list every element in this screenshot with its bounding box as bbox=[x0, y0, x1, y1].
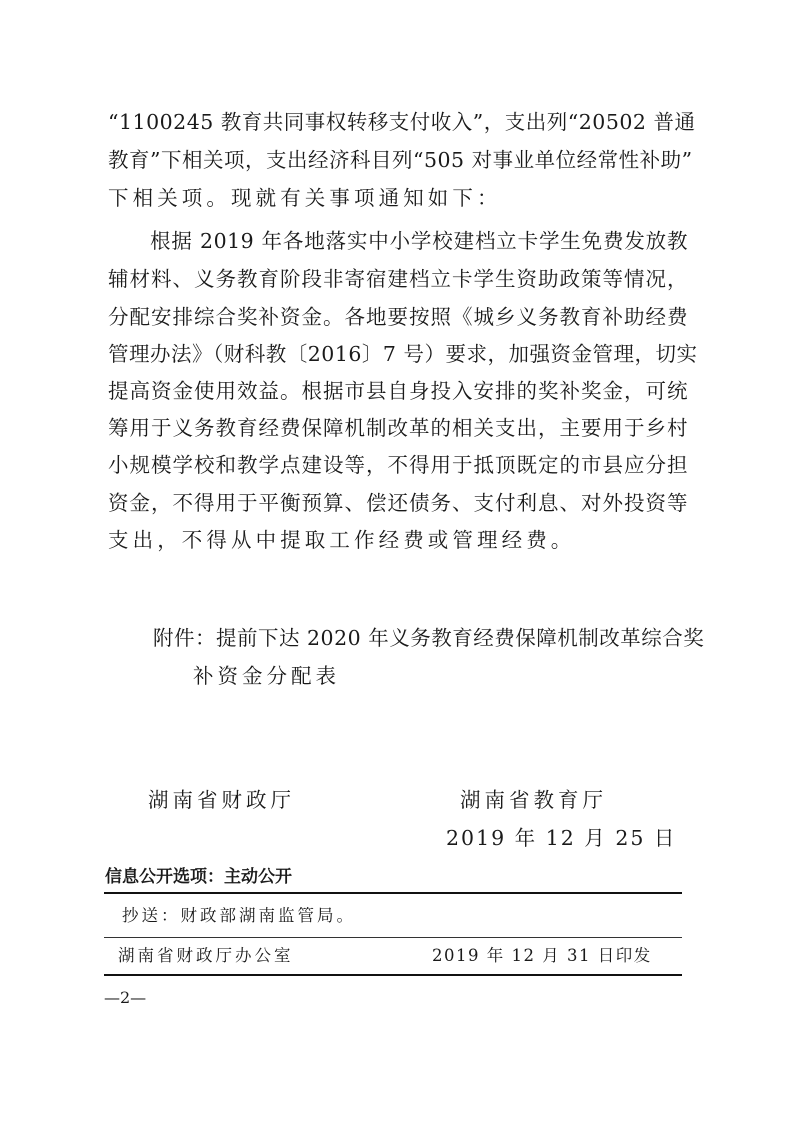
footer-rule-middle bbox=[104, 937, 682, 938]
text-line: 提高资金使用效益。根据市县自身投入安排的奖补奖金，可统 bbox=[108, 379, 688, 403]
text-line: 分配安排综合奖补资金。各地要按照《城乡义务教育补助经费 bbox=[108, 305, 688, 329]
text-line: 资金，不得用于平衡预算、偿还债务、支付利息、对外投资等 bbox=[108, 491, 688, 515]
issuer-finance-dept: 湖南省财政厅 bbox=[148, 788, 295, 812]
text-line: 管理办法》（财科教〔2016〕7 号）要求，加强资金管理，切实 bbox=[108, 342, 698, 366]
text-line: “1100245 教育共同事权转移支付收入”，支出列“20502 普通 bbox=[108, 110, 696, 134]
attachment-line: 附件：提前下达 2020 年义务教育经费保障机制改革综合奖 bbox=[153, 626, 705, 650]
footer-rule-bottom bbox=[104, 974, 682, 976]
issuing-office: 湖南省财政厅办公室 bbox=[118, 946, 294, 965]
disclosure-option: 信息公开选项：主动公开 bbox=[105, 867, 292, 887]
text-line: 根据 2019 年各地落实中小学校建档立卡学生免费发放教 bbox=[150, 229, 688, 253]
footer-rule-top bbox=[104, 892, 682, 894]
text-line: 下相关项。现就有关事项通知如下： bbox=[108, 186, 502, 210]
text-line: 教育”下相关项，支出经济科目列“505 对事业单位经常性补助” bbox=[108, 148, 693, 172]
cc-recipients: 抄送：财政部湖南监管局。 bbox=[122, 906, 356, 925]
text-line: 辅材料、义务教育阶段非寄宿建档立卡学生资助政策等情况， bbox=[108, 267, 688, 291]
issuer-education-dept: 湖南省教育厅 bbox=[460, 788, 607, 812]
page-number: —2— bbox=[104, 988, 147, 1007]
text-line: 筹用于义务教育经费保障机制改革的相关支出，主要用于乡村 bbox=[108, 416, 688, 440]
signature-date: 2019 年 12 月 25 日 bbox=[446, 826, 677, 850]
print-date: 2019 年 12 月 31 日印发 bbox=[432, 946, 652, 965]
text-line: 支出，不得从中提取工作经费或管理经费。 bbox=[108, 528, 576, 552]
attachment-line: 补资金分配表 bbox=[193, 664, 340, 688]
text-line: 小规模学校和教学点建设等，不得用于抵顶既定的市县应分担 bbox=[108, 453, 688, 477]
